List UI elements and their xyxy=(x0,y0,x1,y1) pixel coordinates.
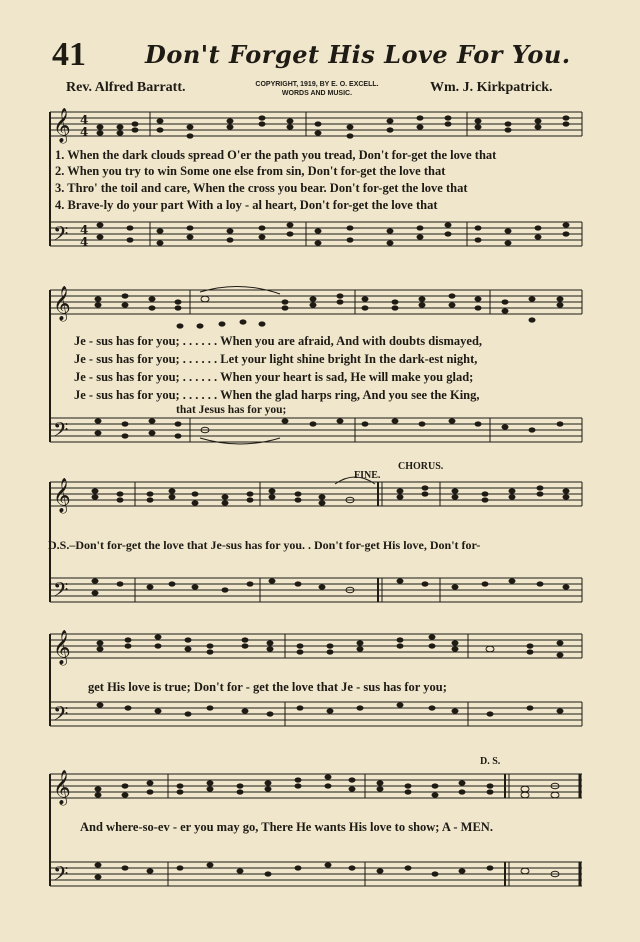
lyricist-credit: Rev. Alfred Barratt. xyxy=(66,80,186,95)
hymn-title: Don't Forget His Love For You. xyxy=(145,40,571,69)
copyright-notice xyxy=(232,80,402,98)
verse-1-line-2: Je - sus has for you; . . . . . . When you are afraid, And with doubts dismayed, xyxy=(74,334,483,348)
chorus-marker: CHORUS. xyxy=(398,461,444,472)
composer-credit: Wm. J. Kirkpatrick. xyxy=(430,80,553,95)
svg-text:𝄢: 𝄢 xyxy=(53,578,69,606)
verse-2-line-2: Je - sus has for you; . . . . . . Let your light shine bright In the dark-est night, xyxy=(74,352,478,366)
svg-text:4: 4 xyxy=(80,223,89,237)
svg-text:𝄞: 𝄞 xyxy=(53,286,71,321)
music-system-5 xyxy=(0,762,640,912)
copyright-subline: WORDS AND MUSIC. xyxy=(281,90,353,97)
svg-text:4: 4 xyxy=(80,235,89,249)
verse-3-line-1: 3. Thro' the toil and care, When the cross you bear. Don't for-get the love that xyxy=(55,181,468,195)
chorus-lyric-3: And where-so-ev - er you may go, There He wants His love to show; A - MEN. xyxy=(80,820,493,834)
svg-text:𝄞: 𝄞 xyxy=(53,478,71,513)
verse-4-line-1: 4. Brave-ly do your part With a loy - al heart, Don't for-get the love that xyxy=(55,198,438,212)
verse-2-line-1: 2. When you try to win Some one else from sin, Don't for-get the love that xyxy=(55,164,446,178)
svg-text:𝄞: 𝄞 xyxy=(53,108,71,143)
svg-text:𝄞: 𝄞 xyxy=(53,770,71,805)
bass-echo-lyric: that Jesus has for you; xyxy=(176,404,287,416)
chorus-lyric-2: get His love is true; Don't for - get the love that Je - sus has for you; xyxy=(88,680,447,694)
verse-4-line-2: Je - sus has for you; . . . . . . When the glad harps ring, And you see the King, xyxy=(74,388,480,402)
verse-1-line-1: 1. When the dark clouds spread O'er the path you tread, Don't for-get the love that xyxy=(55,148,497,162)
chorus-lyric-1: D.S.–Don't for-get the love that Je-sus has for you. . Don't for-get His love, Don't for- xyxy=(48,538,481,552)
svg-text:4: 4 xyxy=(80,113,89,127)
verse-3-line-2: Je - sus has for you; . . . . . . When your heart is sad, He will make you glad; xyxy=(74,370,474,384)
svg-text:4: 4 xyxy=(80,125,89,139)
svg-text:𝄢: 𝄢 xyxy=(53,222,69,250)
fine-marker: FINE. xyxy=(354,470,381,481)
svg-text:𝄢: 𝄢 xyxy=(53,418,69,446)
svg-text:𝄢: 𝄢 xyxy=(53,862,69,890)
copyright-line: COPYRIGHT, 1919, BY E. O. EXCELL. xyxy=(255,81,379,88)
svg-text:𝄢: 𝄢 xyxy=(53,702,69,730)
ds-marker: D. S. xyxy=(480,756,501,767)
hymn-number: 41 xyxy=(52,36,86,73)
svg-text:𝄞: 𝄞 xyxy=(53,630,71,665)
